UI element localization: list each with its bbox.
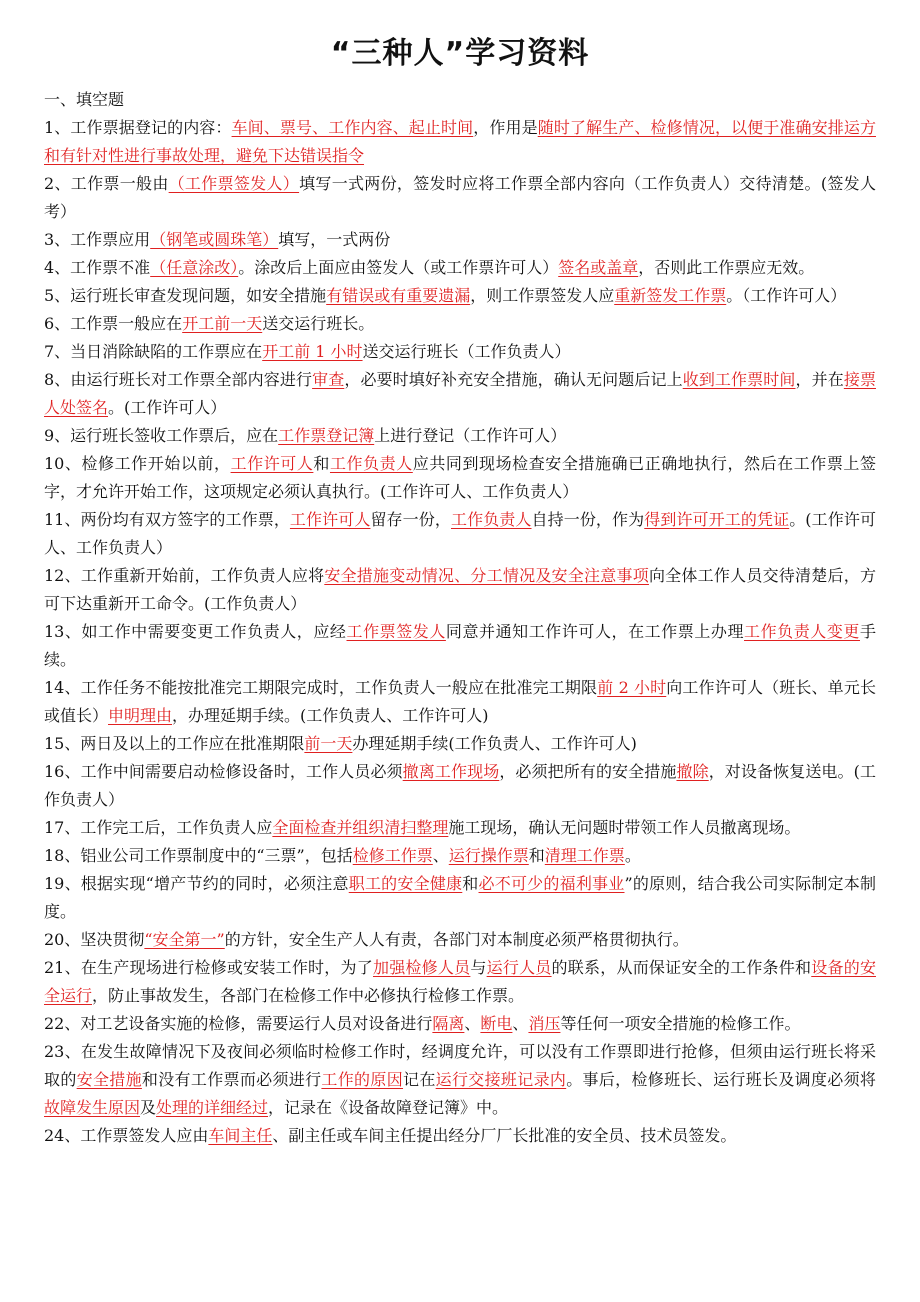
answer-text: 撤除: [676, 762, 709, 781]
answer-text: 处理的详细经过: [156, 1098, 269, 1117]
question-text: 。(工作许可人、工作负责人）: [44, 510, 876, 557]
question-item: [44, 506, 876, 562]
answer-text: 开工前 1 小时: [262, 342, 363, 361]
question-text: ，否则此工作票应无效。: [638, 258, 815, 277]
answer-text: 审查: [312, 370, 345, 389]
question-text: 3、工作票应用: [44, 230, 151, 249]
answer-text: 工作负责人变更: [744, 622, 860, 641]
question-item: [44, 1122, 876, 1150]
question-text: 留存一份，: [370, 510, 451, 529]
question-text: ”的原则，结合我公司实际制定本制度。: [44, 874, 876, 921]
answer-text: 接票人处签名: [44, 370, 876, 417]
question-text: 11、两份均有双方签字的工作票，: [44, 510, 290, 529]
answer-text: 随时了解生产、检修情况，以便于准确安排运方和有针对性进行事故处理，避免下达错误指令: [44, 118, 876, 165]
question-text: ，记录在《设备故障登记簿》中。: [268, 1098, 509, 1117]
answer-text: 车间主任: [208, 1126, 273, 1145]
question-text: 和: [313, 454, 330, 473]
answer-text: 车间、票号、工作内容、起止时间: [231, 118, 474, 137]
question-item: [44, 338, 876, 366]
question-text: 8、由运行班长对工作票全部内容进行: [44, 370, 313, 389]
question-item: [44, 758, 876, 814]
question-text: 2、工作票一般由: [44, 174, 169, 193]
question-text: 施工现场，确认无问题时带领工作人员撤离现场。: [448, 818, 801, 837]
question-text: 应共同到现场检查安全措施确已正确地执行，然后在工作票上签字，才允许开始工作，这项规定必须认真执行。(工作许可人、工作负责人）: [44, 454, 876, 501]
answer-text: （任意涂改）: [150, 258, 239, 277]
question-text: 的方针，安全生产人人有责，各部门对本制度必须严格贯彻执行。: [224, 930, 689, 949]
answer-text: 申明理由: [108, 706, 173, 725]
answer-text: 安全措施: [76, 1070, 142, 1089]
question-text: ，对设备恢复送电。(工作负责人）: [44, 762, 876, 809]
answer-text: 有错误或有重要遗漏: [326, 286, 471, 305]
answer-text: 职工的安全健康: [348, 874, 463, 893]
question-text: 7、当日消除缺陷的工作票应在: [44, 342, 263, 361]
question-item: [44, 562, 876, 618]
question-text: 23、在发生故障情况下及夜间必须临时检修工作时，经调度允许，可以没有工作票即进行抢修，但须由运行班长将采取的: [44, 1042, 876, 1089]
answer-text: 重新签发工作票: [614, 286, 727, 305]
question-text: 的联系，从而保证安全的工作条件和: [551, 958, 812, 977]
answer-text: “安全第一”: [144, 930, 225, 949]
question-text: 等任何一项安全措施的检修工作。: [560, 1014, 801, 1033]
question-item: [44, 842, 876, 870]
answer-text: 工作负责人: [329, 454, 413, 473]
question-text: 及: [140, 1098, 157, 1117]
answer-text: 清理工作票: [544, 846, 625, 865]
answer-text: 工作许可人: [230, 454, 314, 473]
answer-text: 消压: [528, 1014, 561, 1033]
question-text: 填写一式两份，签发时应将工作票全部内容向（工作负责人）交待清楚。(签发人考）: [44, 174, 876, 221]
question-text: 21、在生产现场进行检修或安装工作时，为了: [44, 958, 373, 977]
question-item: [44, 226, 876, 254]
answer-text: （工作票签发人）: [168, 174, 300, 193]
question-text: 12、工作重新开始前，工作负责人应将: [44, 566, 325, 585]
question-text: 15、两日及以上的工作应在批准期限: [44, 734, 305, 753]
question-text: 。(工作许可人）: [108, 398, 227, 417]
answer-text: 签名或盖章: [558, 258, 639, 277]
question-text: 、: [464, 1014, 481, 1033]
answer-text: 检修工作票: [352, 846, 433, 865]
answer-text: 前 2 小时: [597, 678, 667, 697]
answer-text: 隔离: [432, 1014, 465, 1033]
answer-text: 故障发生原因: [44, 1098, 141, 1117]
answer-text: 撤离工作现场: [402, 762, 500, 781]
question-text: 4、工作票不准: [44, 258, 151, 277]
answer-text: 全面检查并组织清扫整理: [272, 818, 449, 837]
answer-text: 安全措施变动情况、分工情况及安全注意事项: [324, 566, 649, 585]
question-text: 、: [512, 1014, 529, 1033]
question-item: [44, 1010, 876, 1038]
question-text: 24、工作票签发人应由: [44, 1126, 209, 1145]
question-text: 。涂改后上面应由签发人（或工作票许可人）: [238, 258, 559, 277]
answer-text: 设备的安全运行: [44, 958, 876, 1005]
answer-text: 工作票登记簿: [278, 426, 375, 445]
answer-text: 加强检修人员: [372, 958, 471, 977]
question-text: 13、如工作中需要变更工作负责人，应经: [44, 622, 347, 641]
question-text: 自持一份，作为: [531, 510, 645, 529]
answer-text: 得到许可开工的凭证: [644, 510, 790, 529]
question-item: [44, 254, 876, 282]
question-text: ，作用是: [473, 118, 538, 137]
question-item: [44, 1038, 876, 1122]
answer-text: 收到工作票时间: [682, 370, 796, 389]
question-text: 10、检修工作开始以前，: [44, 454, 231, 473]
question-item: [44, 366, 876, 422]
page-title: “三种人”学习资料: [330, 36, 590, 71]
question-text: 办理延期手续(工作负责人、工作许可人): [352, 734, 637, 753]
answer-text: 断电: [480, 1014, 513, 1033]
question-text: ，必须把所有的安全措施: [499, 762, 677, 781]
question-text: 9、运行班长签收工作票后，应在: [44, 426, 279, 445]
question-text: 。: [624, 846, 641, 865]
question-text: ，必要时填好补充安全措施，确认无问题后记上: [344, 370, 683, 389]
question-text: 。（工作许可人）: [726, 286, 847, 305]
question-text: 送交运行班长。: [262, 314, 375, 333]
question-text: 、副主任或车间主任提出经分厂厂长批准的安全员、技术员签发。: [272, 1126, 737, 1145]
question-text: 和: [462, 874, 479, 893]
answer-text: 工作的原因: [321, 1070, 404, 1089]
question-item: [44, 114, 876, 170]
question-text: 向全体工作人员交待清楚后，方可下达重新开工命令。(工作负责人）: [44, 566, 876, 613]
answer-text: 前一天: [304, 734, 353, 753]
answer-text: 运行操作票: [448, 846, 529, 865]
question-item: [44, 926, 876, 954]
answer-text: 工作票签发人: [346, 622, 446, 641]
question-text: 19、根据实现“增产节约的同时，必须注意: [44, 874, 349, 893]
answer-text: 运行人员: [486, 958, 552, 977]
question-list: [44, 114, 876, 1150]
question-text: ，防止事故发生，各部门在检修工作中必修执行检修工作票。: [92, 986, 525, 1005]
answer-text: 运行交接班记录内: [435, 1070, 567, 1089]
question-text: ，并在: [795, 370, 844, 389]
question-text: 5、运行班长审查发现问题，如安全措施: [44, 286, 327, 305]
question-text: 18、铝业公司工作票制度中的“三票”，包括: [44, 846, 353, 865]
answer-text: 工作许可人: [289, 510, 371, 529]
question-text: 和: [528, 846, 545, 865]
question-text: ，办理延期手续。(工作负责人、工作许可人): [172, 706, 489, 725]
question-item: [44, 870, 876, 926]
answer-text: 开工前一天: [182, 314, 263, 333]
question-item: [44, 954, 876, 1010]
question-text: 向工作许可人（班长、单元长或值长）: [44, 678, 876, 725]
answer-text: （钢笔或圆珠笔）: [150, 230, 279, 249]
question-text: 16、工作中间需要启动检修设备时，工作人员必须: [44, 762, 403, 781]
question-text: 22、对工艺设备实施的检修，需要运行人员对设备进行: [44, 1014, 433, 1033]
question-text: 送交运行班长（工作负责人）: [362, 342, 571, 361]
question-item: [44, 282, 876, 310]
question-item: [44, 730, 876, 758]
answer-text: 必不可少的福利事业: [478, 874, 625, 893]
question-text: 17、工作完工后，工作负责人应: [44, 818, 273, 837]
question-item: [44, 422, 876, 450]
question-text: 。事后，检修班长、运行班长及调度必须将: [566, 1070, 876, 1089]
question-text: 填写，一式两份: [278, 230, 391, 249]
question-text: 和没有工作票而必须进行: [141, 1070, 322, 1089]
question-text: 6、工作票一般应在: [44, 314, 183, 333]
question-text: 手续。: [44, 622, 876, 669]
question-text: 、: [432, 846, 449, 865]
question-text: 同意并通知工作许可人，在工作票上办理: [445, 622, 745, 641]
question-item: [44, 170, 876, 226]
question-text: 1、工作票据登记的内容：: [44, 118, 232, 137]
question-text: 20、坚决贯彻: [44, 930, 145, 949]
question-text: 与: [470, 958, 487, 977]
question-text: ，则工作票签发人应: [470, 286, 615, 305]
section-heading: 一、填空题: [44, 90, 125, 109]
question-item: [44, 814, 876, 842]
answer-text: 工作负责人: [450, 510, 532, 529]
question-item: [44, 618, 876, 674]
question-item: [44, 450, 876, 506]
question-text: 14、工作任务不能按批准完工期限完成时，工作负责人一般应在批准完工期限: [44, 678, 598, 697]
question-item: [44, 674, 876, 730]
question-text: 上进行登记（工作许可人）: [374, 426, 567, 445]
question-item: [44, 310, 876, 338]
question-text: 记在: [403, 1070, 436, 1089]
